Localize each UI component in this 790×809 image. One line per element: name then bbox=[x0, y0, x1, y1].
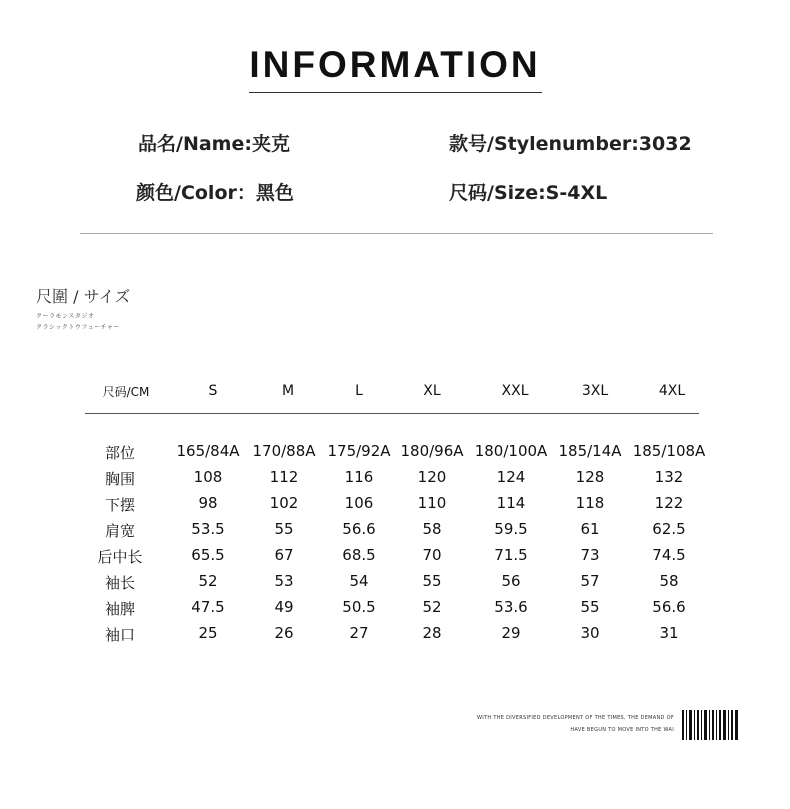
table-cell: 后中长 bbox=[97, 548, 143, 566]
table-row bbox=[0, 442, 790, 466]
product-color: 颜色/Color：黑色 bbox=[136, 182, 294, 204]
table-cell: 165/84A bbox=[176, 442, 240, 460]
table-cell: 59.5 bbox=[494, 520, 528, 538]
table-cell: 31 bbox=[659, 624, 679, 642]
footer-text-line-2: HAVE BEGUN TO MOVE INTO THE WAI bbox=[570, 727, 674, 733]
table-row bbox=[0, 494, 790, 518]
table-cell: 114 bbox=[496, 494, 526, 512]
table-cell: 25 bbox=[198, 624, 218, 642]
table-header-cell: 4XL bbox=[658, 383, 686, 399]
table-cell: 98 bbox=[198, 494, 218, 512]
style-number: 款号/Stylenumber:3032 bbox=[449, 133, 692, 155]
table-cell: 55 bbox=[274, 520, 294, 538]
table-cell: 30 bbox=[580, 624, 600, 642]
table-header-row bbox=[0, 383, 790, 407]
table-header-cell: 3XL bbox=[581, 383, 609, 399]
table-cell: 62.5 bbox=[652, 520, 686, 538]
table-cell: 106 bbox=[344, 494, 374, 512]
table-header-cell: XXL bbox=[501, 383, 529, 399]
table-cell: 53 bbox=[274, 572, 294, 590]
table-cell: 肩宽 bbox=[104, 522, 136, 540]
table-cell: 56 bbox=[501, 572, 521, 590]
table-cell: 54 bbox=[349, 572, 369, 590]
table-cell: 52 bbox=[198, 572, 218, 590]
table-cell: 50.5 bbox=[342, 598, 376, 616]
table-cell: 132 bbox=[654, 468, 684, 486]
table-cell: 47.5 bbox=[191, 598, 225, 616]
table-cell: 部位 bbox=[104, 444, 136, 462]
table-cell: 下摆 bbox=[104, 496, 136, 514]
table-cell: 胸围 bbox=[104, 470, 136, 488]
table-cell: 袖脾 bbox=[104, 600, 136, 618]
table-cell: 112 bbox=[269, 468, 299, 486]
table-cell: 29 bbox=[501, 624, 521, 642]
table-cell: 55 bbox=[580, 598, 600, 616]
table-cell: 110 bbox=[417, 494, 447, 512]
table-cell: 122 bbox=[654, 494, 684, 512]
table-cell: 56.6 bbox=[652, 598, 686, 616]
table-cell: 175/92A bbox=[327, 442, 391, 460]
table-cell: 53.6 bbox=[494, 598, 528, 616]
footer-text-line-1: WITH THE DIVERSIFIED DEVELOPMENT OF THE TIMES, THE DEMAND OF bbox=[477, 715, 674, 721]
table-cell: 180/96A bbox=[400, 442, 464, 460]
table-cell: 52 bbox=[422, 598, 442, 616]
table-cell: 73 bbox=[580, 546, 600, 564]
table-cell: 120 bbox=[417, 468, 447, 486]
table-cell: 70 bbox=[422, 546, 442, 564]
table-header-cell: L bbox=[355, 383, 363, 399]
table-row bbox=[0, 468, 790, 492]
table-cell: 袖口 bbox=[104, 626, 136, 644]
table-cell: 61 bbox=[580, 520, 600, 538]
table-row bbox=[0, 624, 790, 648]
barcode-icon bbox=[682, 710, 738, 740]
section-divider bbox=[80, 233, 713, 234]
table-cell: 124 bbox=[496, 468, 526, 486]
table-cell: 57 bbox=[580, 572, 600, 590]
table-row bbox=[0, 598, 790, 622]
table-cell: 170/88A bbox=[252, 442, 316, 460]
table-row bbox=[0, 520, 790, 544]
table-cell: 55 bbox=[422, 572, 442, 590]
table-cell: 74.5 bbox=[652, 546, 686, 564]
table-header-cell: S bbox=[208, 383, 218, 399]
table-cell: 185/14A bbox=[558, 442, 622, 460]
size-range: 尺码/Size:S-4XL bbox=[449, 182, 608, 204]
table-cell: 28 bbox=[422, 624, 442, 642]
table-row bbox=[0, 546, 790, 570]
table-row bbox=[0, 572, 790, 596]
table-cell: 56.6 bbox=[342, 520, 376, 538]
size-logo-title: 尺圍 / サイズ bbox=[36, 287, 131, 306]
table-cell: 53.5 bbox=[191, 520, 225, 538]
table-cell: 180/100A bbox=[474, 442, 548, 460]
table-cell: 102 bbox=[269, 494, 299, 512]
size-logo-subtitle-1: クーラモンスタジオ bbox=[36, 313, 95, 320]
table-header-cell: M bbox=[281, 383, 295, 399]
table-header-cell: 尺码/CM bbox=[102, 385, 150, 399]
table-cell: 58 bbox=[659, 572, 679, 590]
table-cell: 58 bbox=[422, 520, 442, 538]
table-cell: 116 bbox=[344, 468, 374, 486]
table-cell: 68.5 bbox=[342, 546, 376, 564]
table-cell: 26 bbox=[274, 624, 294, 642]
table-cell: 65.5 bbox=[191, 546, 225, 564]
table-cell: 128 bbox=[575, 468, 605, 486]
product-name: 品名/Name:夹克 bbox=[138, 133, 290, 155]
table-header-rule bbox=[85, 413, 699, 414]
table-cell: 49 bbox=[274, 598, 294, 616]
table-cell: 27 bbox=[349, 624, 369, 642]
table-cell: 108 bbox=[193, 468, 223, 486]
title-underline bbox=[249, 92, 542, 93]
size-logo-subtitle-2: クラシックトウフューチャー bbox=[36, 324, 120, 331]
table-header-cell: XL bbox=[423, 383, 441, 399]
table-cell: 185/108A bbox=[632, 442, 706, 460]
page-title: INFORMATION bbox=[249, 44, 541, 85]
table-cell: 118 bbox=[575, 494, 605, 512]
table-cell: 袖长 bbox=[104, 574, 136, 592]
table-cell: 71.5 bbox=[494, 546, 528, 564]
table-cell: 67 bbox=[274, 546, 294, 564]
